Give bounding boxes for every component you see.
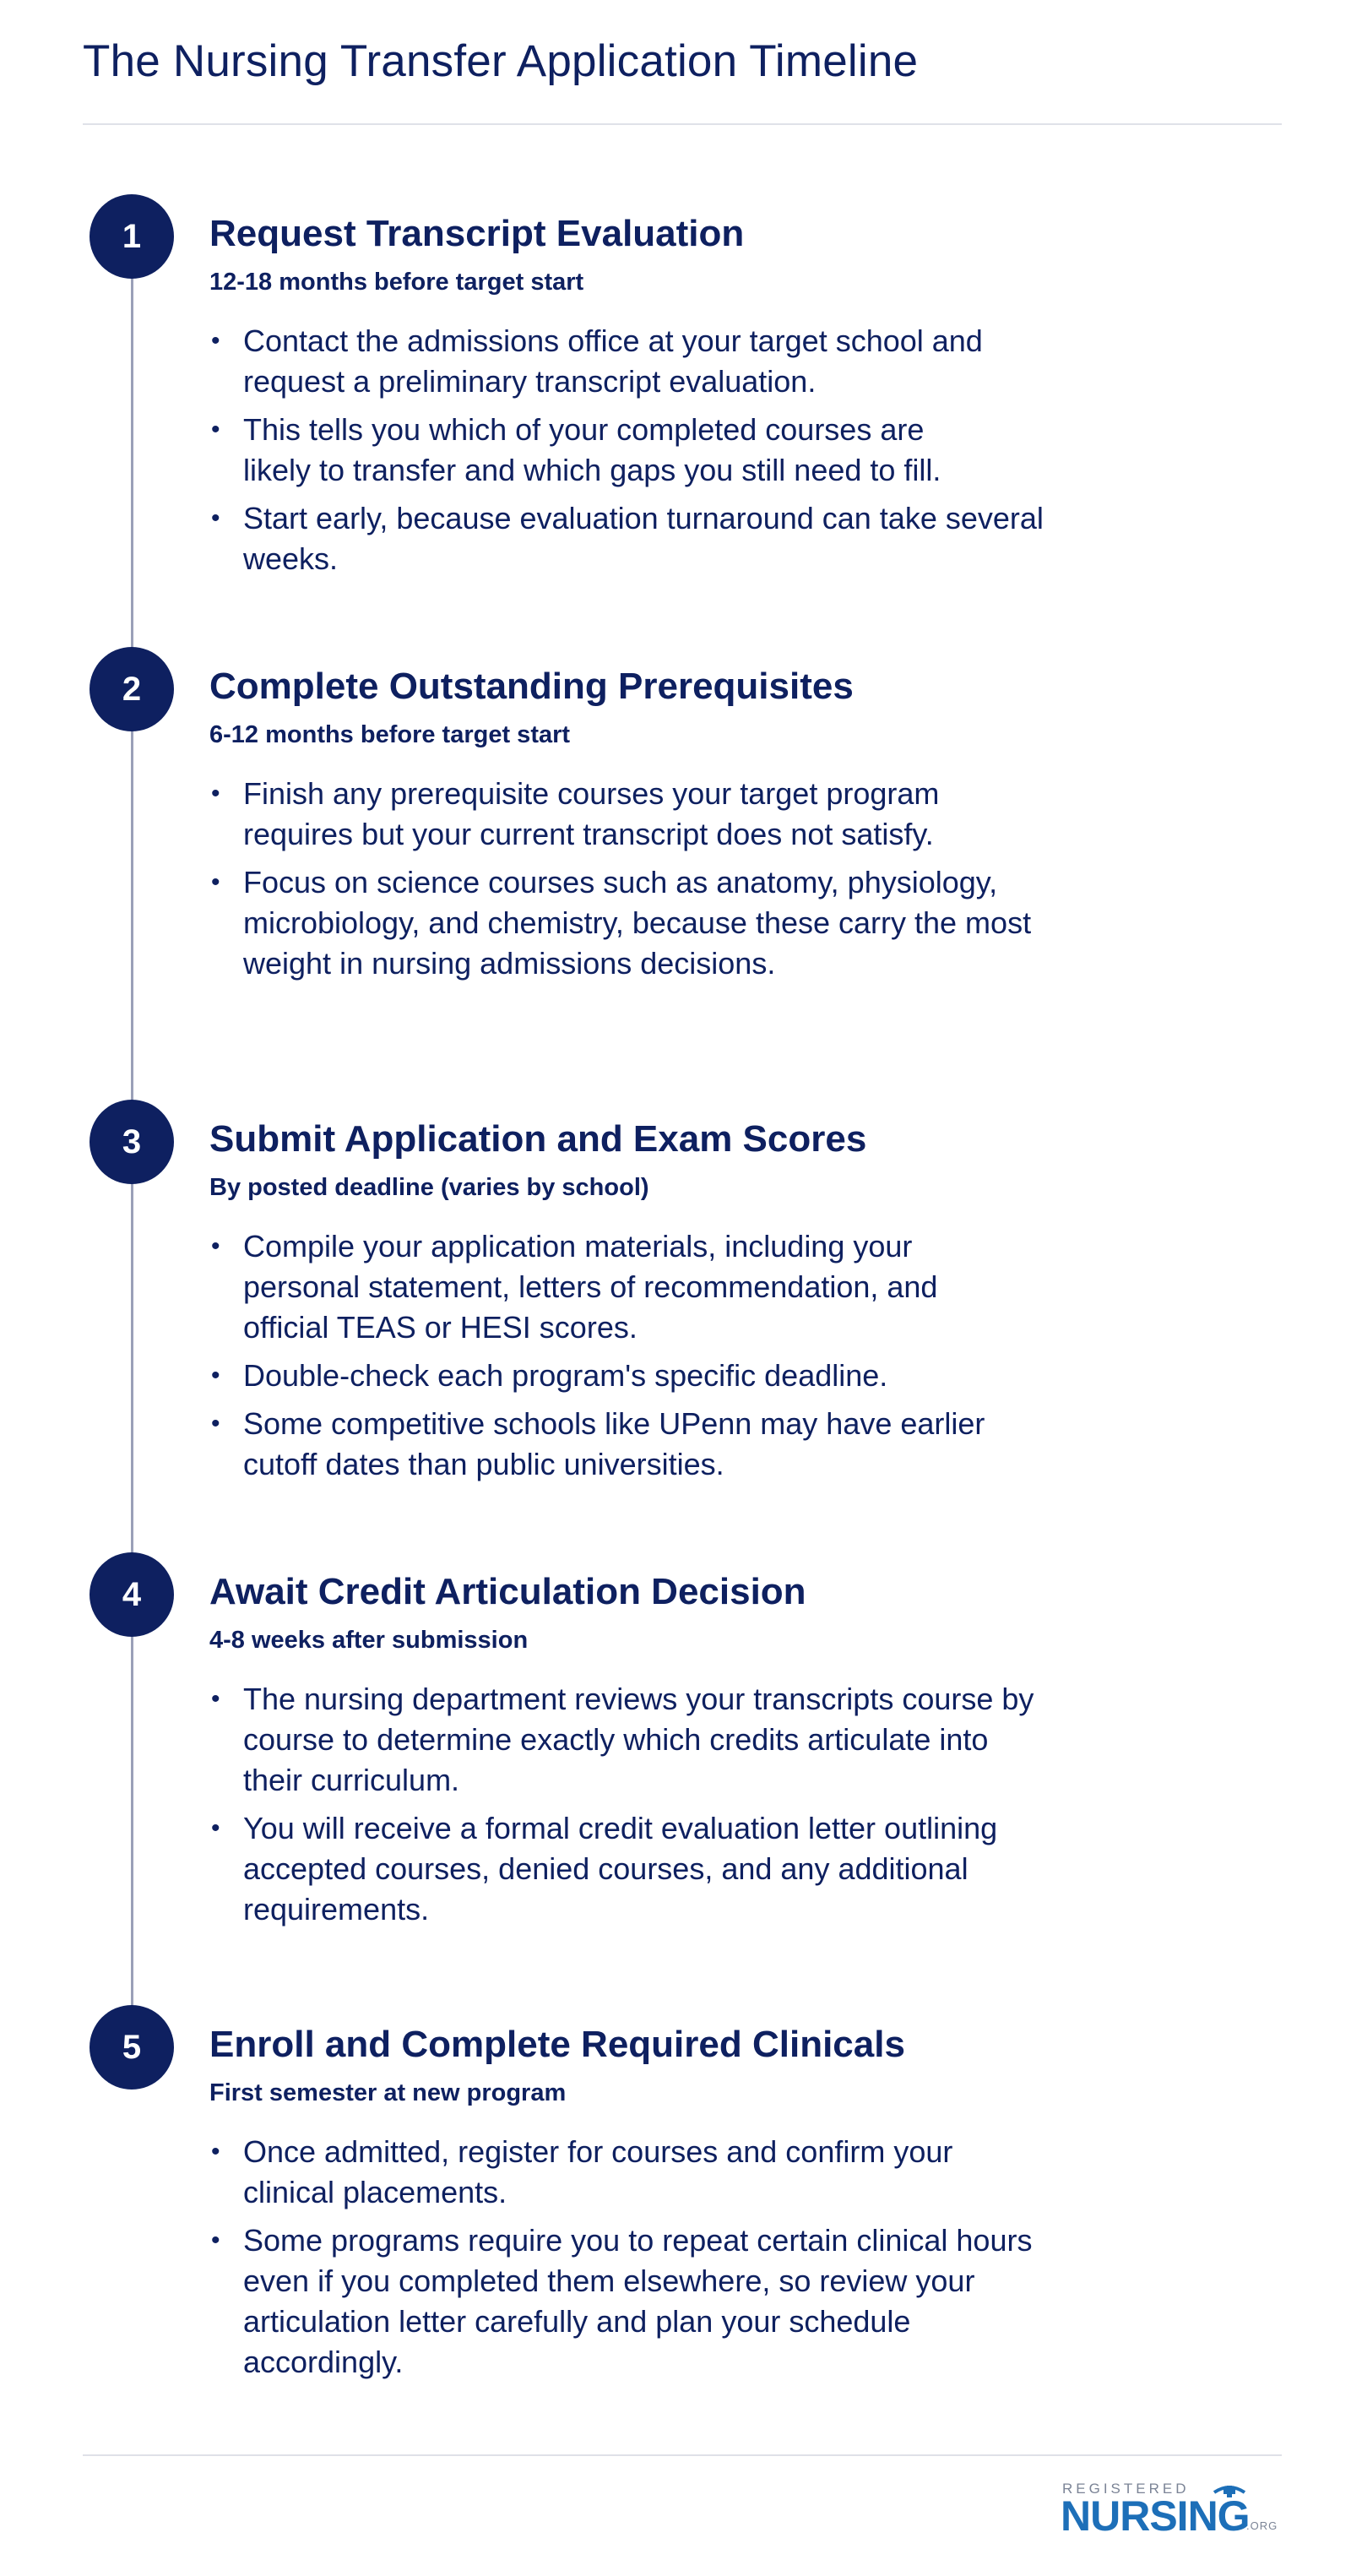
bullet-text: This tells you which of your completed courses are likely to transfer and which gaps you still need to fill. [243,412,941,487]
step-title: Await Credit Articulation Decision [209,1571,806,1612]
step-timing: First semester at new program [209,2079,567,2106]
bullet-dot-icon: • [211,868,220,896]
bullet-dot-icon: • [211,1232,220,1260]
bullet-dot-icon: • [211,504,220,532]
step-number-badge: 4 [90,1552,174,1637]
step-timing: By posted deadline (varies by school) [209,1174,649,1201]
step-timing: 6-12 months before target start [209,721,571,748]
page-title: The Nursing Transfer Application Timeline [83,36,919,86]
step-bullet-list [209,774,1054,992]
step-number-badge: 5 [90,2005,174,2090]
bullet-dot-icon: • [211,1410,220,1437]
step-bullet-list [209,1679,1054,1937]
bullet-item [209,774,1054,855]
logo-suffix-text: .ORG [1246,2519,1278,2532]
step-number-badge: 3 [90,1100,174,1184]
bullet-dot-icon: • [211,1685,220,1713]
step-title: Enroll and Complete Required Clinicals [209,2024,905,2065]
step-bullet-list [209,1226,1054,1492]
bottom-divider [83,2454,1282,2456]
bullet-text: Start early, because evaluation turnaround can take several weeks. [243,501,1044,576]
bullet-dot-icon: • [211,327,220,355]
bullet-item [209,1356,1054,1396]
step-timing: 4-8 weeks after submission [209,1627,529,1654]
bullet-item [209,498,1054,579]
bullet-item [209,321,1054,402]
bullet-text: Focus on science courses such as anatomy, physiology, microbiology, and chemistry, because these carry the most weight in nursing admissions decisions. [243,865,1032,981]
bullet-dot-icon: • [211,780,220,807]
bullet-item [209,410,1054,491]
bullet-item [209,2132,1054,2213]
bullet-dot-icon: • [211,2226,220,2254]
bullet-dot-icon: • [211,2138,220,2166]
bullet-item [209,2220,1054,2383]
logo-top-text: REGISTERED [1062,2481,1190,2497]
step-bullet-list [209,321,1054,587]
bullet-dot-icon: • [211,416,220,443]
bullet-text: Some competitive schools like UPenn may have earlier cutoff dates than public universities. [243,1406,985,1481]
top-divider [83,123,1282,125]
step-title: Submit Application and Exam Scores [209,1118,867,1160]
bullet-text: Once admitted, register for courses and confirm your clinical placements. [243,2134,953,2209]
step-title: Request Transcript Evaluation [209,213,745,254]
bullet-text: Some programs require you to repeat certain clinical hours even if you completed them elsewhere, so review your articulation letter carefully and plan your schedule accordingly. [243,2223,1033,2379]
bullet-item [209,1679,1054,1801]
step-title: Complete Outstanding Prerequisites [209,666,854,707]
bullet-item [209,1808,1054,1930]
bullet-text: You will receive a formal credit evaluation letter outlining accepted courses, denied courses, and any additional requirements. [243,1811,998,1927]
bullet-text: Double-check each program's specific deadline. [243,1358,888,1393]
bullet-item [209,1226,1054,1348]
bullet-item [209,862,1054,984]
step-number-badge: 1 [90,194,174,279]
bullet-dot-icon: • [211,1361,220,1389]
step-number-badge: 2 [90,647,174,731]
bullet-item [209,1404,1054,1485]
step-timing: 12-18 months before target start [209,269,584,296]
bullet-text: Contact the admissions office at your target school and request a preliminary transcript evaluation. [243,323,983,399]
registered-nursing-logo [1061,2481,1280,2540]
logo-main-text: NURSING [1061,2492,1250,2540]
bullet-dot-icon: • [211,1814,220,1842]
bullet-text: Finish any prerequisite courses your target program requires but your current transcript does not satisfy. [243,776,940,851]
bullet-text: Compile your application materials, including your personal statement, letters of recommendation, and official TEAS or HESI scores. [243,1229,938,1345]
step-bullet-list [209,2132,1054,2390]
bullet-text: The nursing department reviews your transcripts course by course to determine exactly which credits articulate into their curriculum. [243,1682,1034,1797]
